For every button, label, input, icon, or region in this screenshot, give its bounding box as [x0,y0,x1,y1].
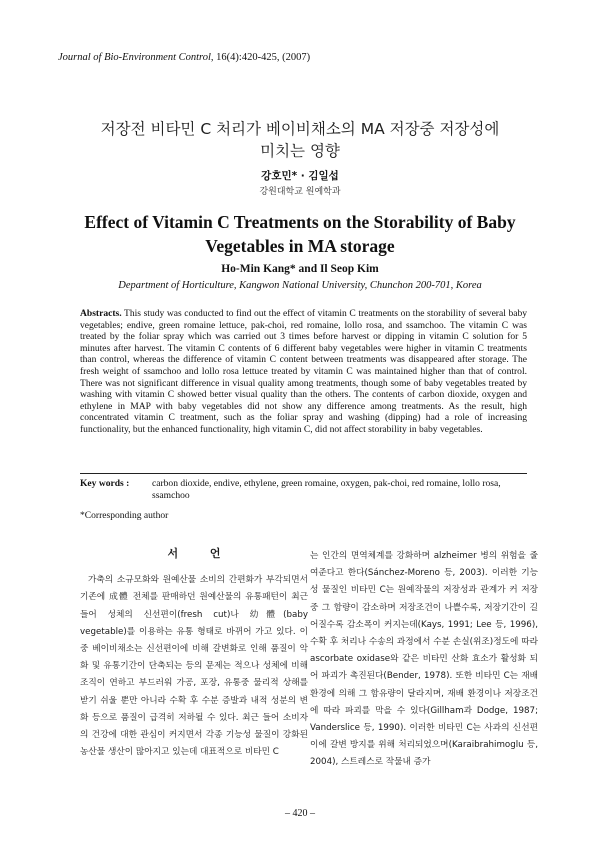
intro-right-text: 는 인간의 면역체계를 강화하며 alzheimer 병의 위험을 줄여준다고 한다(Sánchez-Moreno 등, 2003). 이러한 기능성 물질인 비타민 C는 원예작물의 저장성과 관계가 커 저장 중 그 함량이 감소하며 저장조건이 나쁠수록, 저장기간이 길어질수록 감소폭이 커지는데(Kays, 1991; Lee 등, 1996), 수확 후 처리나 수송의 과정에서 수분 손실(위조)정도에 따라 ascorbate oxidase와 같은 비타민 산화 효소가 활성화 되어 파괴가 촉진된다(Bender, 1978). 또한 비타민 C는 재배환경에 의해 그 함유량이 달라지며, 재배 환경이나 저장조건에 따라 파괴를 막을 수 있다(Gillham과 Dodge, 1987; Vanderslice 등, 1990). 이러한 비타민 C는 사과의 신선편이에 갈변 방지를 위해 처리되었으며(Karaibrahimoglu 등, 2004), 스트레스로 작물내 증가 [310,551,538,768]
corresponding-author-note: *Corresponding author [80,510,169,521]
keywords-divider [80,473,527,474]
korean-authors: 강호민* · 김일섭 [261,170,339,182]
intro-right-column [310,548,538,772]
english-title-line1: Effect of Vitamin C Treatments on the Storability of Baby [84,212,516,232]
keywords-label: Key words : [80,478,130,489]
english-title-line2: Vegetables in MA storage [205,236,395,256]
abstract [80,308,527,436]
abstract-text: This study was conducted to find out the effect of vitamin C treatments on the storability of several baby vegetables; endive, green romaine lettuce, pak-choi, red romaine, lollo rosa, and ssamchoo. The vitamin C was treated by the foliar spray which was carried out 3 times before harvest or dipping in vitamin C solution for 5 minutes after harvest. The vitamin C contents of 6 different baby vegetables were higher in vitamin C treatments than control, whereas the difference of vitamin C content between treatments was disappeared after storage. The fresh weight of ssamchoo and lollo rosa lettuce treated by vitamin C was maintained higher than that of control. There was not significant difference in visual quality among treatments, though some of baby vegetables treated by washing with vitamin C showed better visual quality than the others. The contents of carbon dioxide, oxygen and ethylene in MAP with baby vegetables did not show any difference among treatments. As the result, high concentrated vitamin C treatment, such as the foliar spray and washing (dipping) had a role of increasing functionality, but the enhanced functionality, high vitamin C, did not affect storability in baby vegetables. [80,308,527,435]
abstract-label: Abstracts. [80,308,122,319]
journal-issue: 16(4):420-425, (2007) [216,52,311,63]
journal-name: Journal of Bio-Environment Control, [58,52,214,63]
korean-title-line1: 저장전 비타민 C 처리가 베이비채소의 MA 저장중 저장성에 [100,120,500,138]
keywords [80,478,527,501]
english-title [40,210,560,258]
english-affiliation: Department of Horticulture, Kangwon National University, Chunchon 200-701, Korea [118,280,482,291]
keywords-text: carbon dioxide, endive, ethylene, green romaine, oxygen, pak-choi, red romaine, lollo rosa, ssamchoo [152,478,501,501]
english-authors: Ho-Min Kang* and Il Seop Kim [221,263,379,275]
intro-heading: 서 언 [167,547,235,560]
korean-title-line2: 미치는 영향 [260,142,340,160]
page-number: – 420 – [285,808,315,819]
korean-affiliation: 강원대학교 원예학과 [259,187,341,197]
journal-citation [58,52,310,63]
korean-title [40,118,560,162]
intro-left-column [80,545,308,761]
intro-left-text: 가축의 소규모화와 원예산물 소비의 간편화가 부각되면서 기존에 成體 전체를 판매하던 원예산물의 유통패턴이 최근 들어 성체의 신선편이(fresh cut)나 幼體(baby vegetable)를 이용하는 유통 형태로 바뀌어 가고 있다. 이중 베이비채소는 신선편이에 비해 갈변화로 인해 품질이 악화 및 유통기간이 단축되는 등의 문제는 적으나 성체에 비해 조직이 연하고 부드러워 가공, 포장, 유통중 물리적 상해를 받기 쉬울 뿐만 아니라 수확 후 수분 증발과 내적 성분의 변화 등으로 품질이 급격히 저하될 수 있다. 최근 들어 소비자의 건강에 대한 관심이 커지면서 각종 기능성 물질이 강화된 농산물 생산이 많아지고 있는데 대표적으로 비타민 C [80,575,308,758]
